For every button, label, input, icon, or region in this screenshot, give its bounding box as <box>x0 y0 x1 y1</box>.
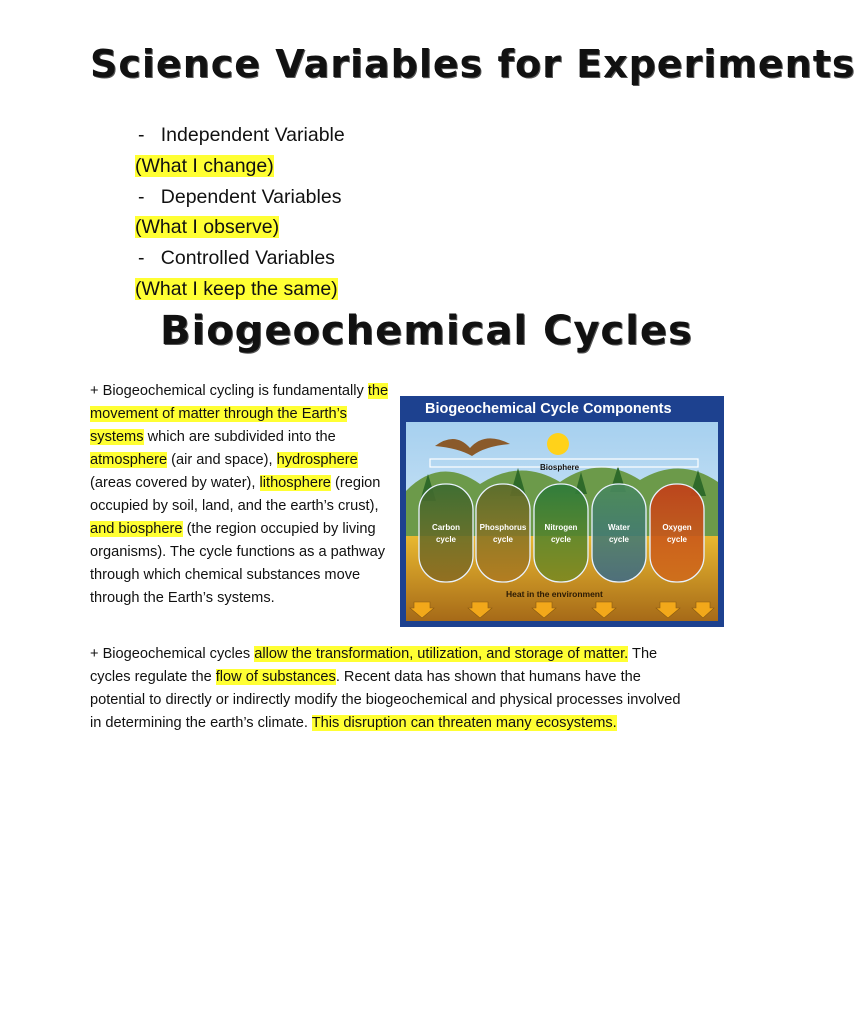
cycle-label: Carbon <box>432 523 460 532</box>
variable-note: (What I observe) <box>135 216 280 239</box>
cycle-label: Phosphorus <box>479 523 527 532</box>
variable-note: (What I change) <box>135 154 274 177</box>
biosphere-label: Biosphere <box>540 463 580 472</box>
list-item-note <box>135 212 345 243</box>
nitrogen-cycle-pill <box>534 484 588 582</box>
heat-label: Heat in the environment <box>506 589 603 599</box>
highlight-span: This disruption can threaten many ecosystems. <box>311 715 617 731</box>
highlight-span: the movement of matter through the Earth’s systems <box>90 383 389 445</box>
list-item <box>135 120 345 151</box>
cycle-label: Oxygen <box>662 523 692 532</box>
cycle-label: Water <box>608 523 630 532</box>
figure-title: Biogeochemical Cycle Components <box>425 401 672 417</box>
phosphorus-cycle-pill <box>476 484 530 582</box>
sun-icon <box>547 433 569 455</box>
cycle-diagram <box>400 396 724 627</box>
text-span: The cycles regulate the <box>90 646 658 685</box>
text-span: (areas covered by water), <box>90 475 260 491</box>
water-cycle-pill <box>592 484 646 582</box>
cycle-label: cycle <box>550 535 572 544</box>
highlight-span: lithosphere <box>259 475 331 491</box>
cycle-label: cycle <box>435 535 457 544</box>
list-item <box>135 243 345 274</box>
bullet-dash: - <box>138 185 145 208</box>
text-span: (air and space), <box>167 452 277 468</box>
oxygen-cycle-pill <box>650 484 704 582</box>
page-title: Science Variables for Experiments <box>90 42 856 86</box>
highlight-span: allow the transformation, utilization, and storage of matter. <box>254 646 629 662</box>
list-item-note <box>135 274 345 305</box>
cycle-label: cycle <box>492 535 514 544</box>
bullet-dash: - <box>138 247 145 270</box>
text-span: which are subdivided into the <box>143 429 336 445</box>
text-span: . Recent data has shown that humans have the potential to directly or indirectly modify the biogeochemical and physical processes involved in determining the earth’s climate. <box>90 669 681 731</box>
bullet-dash: - <box>138 124 145 146</box>
text-span: Biogeochemical cycling is fundamentally <box>98 383 368 399</box>
cycle-label: cycle <box>608 535 630 544</box>
variables-list <box>135 120 345 305</box>
text-span: (the region occupied by living organisms). The cycle functions as a pathway through which chemical substances move through the Earth’s systems. <box>90 521 385 606</box>
highlight-span: hydrosphere <box>276 452 358 468</box>
cycling-paragraph <box>90 380 390 610</box>
highlight-span: atmosphere <box>90 452 168 468</box>
cycle-pills <box>419 484 704 582</box>
cycle-label: Nitrogen <box>544 523 578 532</box>
variable-name: Controlled Variables <box>160 247 335 270</box>
text-span: + Biogeochemical cycles <box>90 646 255 662</box>
list-item-note <box>135 151 345 182</box>
biogeochemical-cycle-figure <box>400 396 724 627</box>
highlight-span: and biosphere <box>90 521 183 537</box>
list-item <box>135 182 345 213</box>
highlight-span: flow of substances <box>215 669 336 685</box>
cycles-paragraph <box>90 643 690 735</box>
variable-name: Dependent Variables <box>160 185 342 208</box>
text-span: (region occupied by soil, land, and the earth’s crust), <box>90 475 381 514</box>
variable-name: Independent Variable <box>160 124 345 146</box>
carbon-cycle-pill <box>419 484 473 582</box>
section-title: Biogeochemical Cycles <box>160 308 693 354</box>
cycle-label: cycle <box>666 535 688 544</box>
plus-marker: + <box>90 383 99 399</box>
variable-note: (What I keep the same) <box>135 277 338 300</box>
